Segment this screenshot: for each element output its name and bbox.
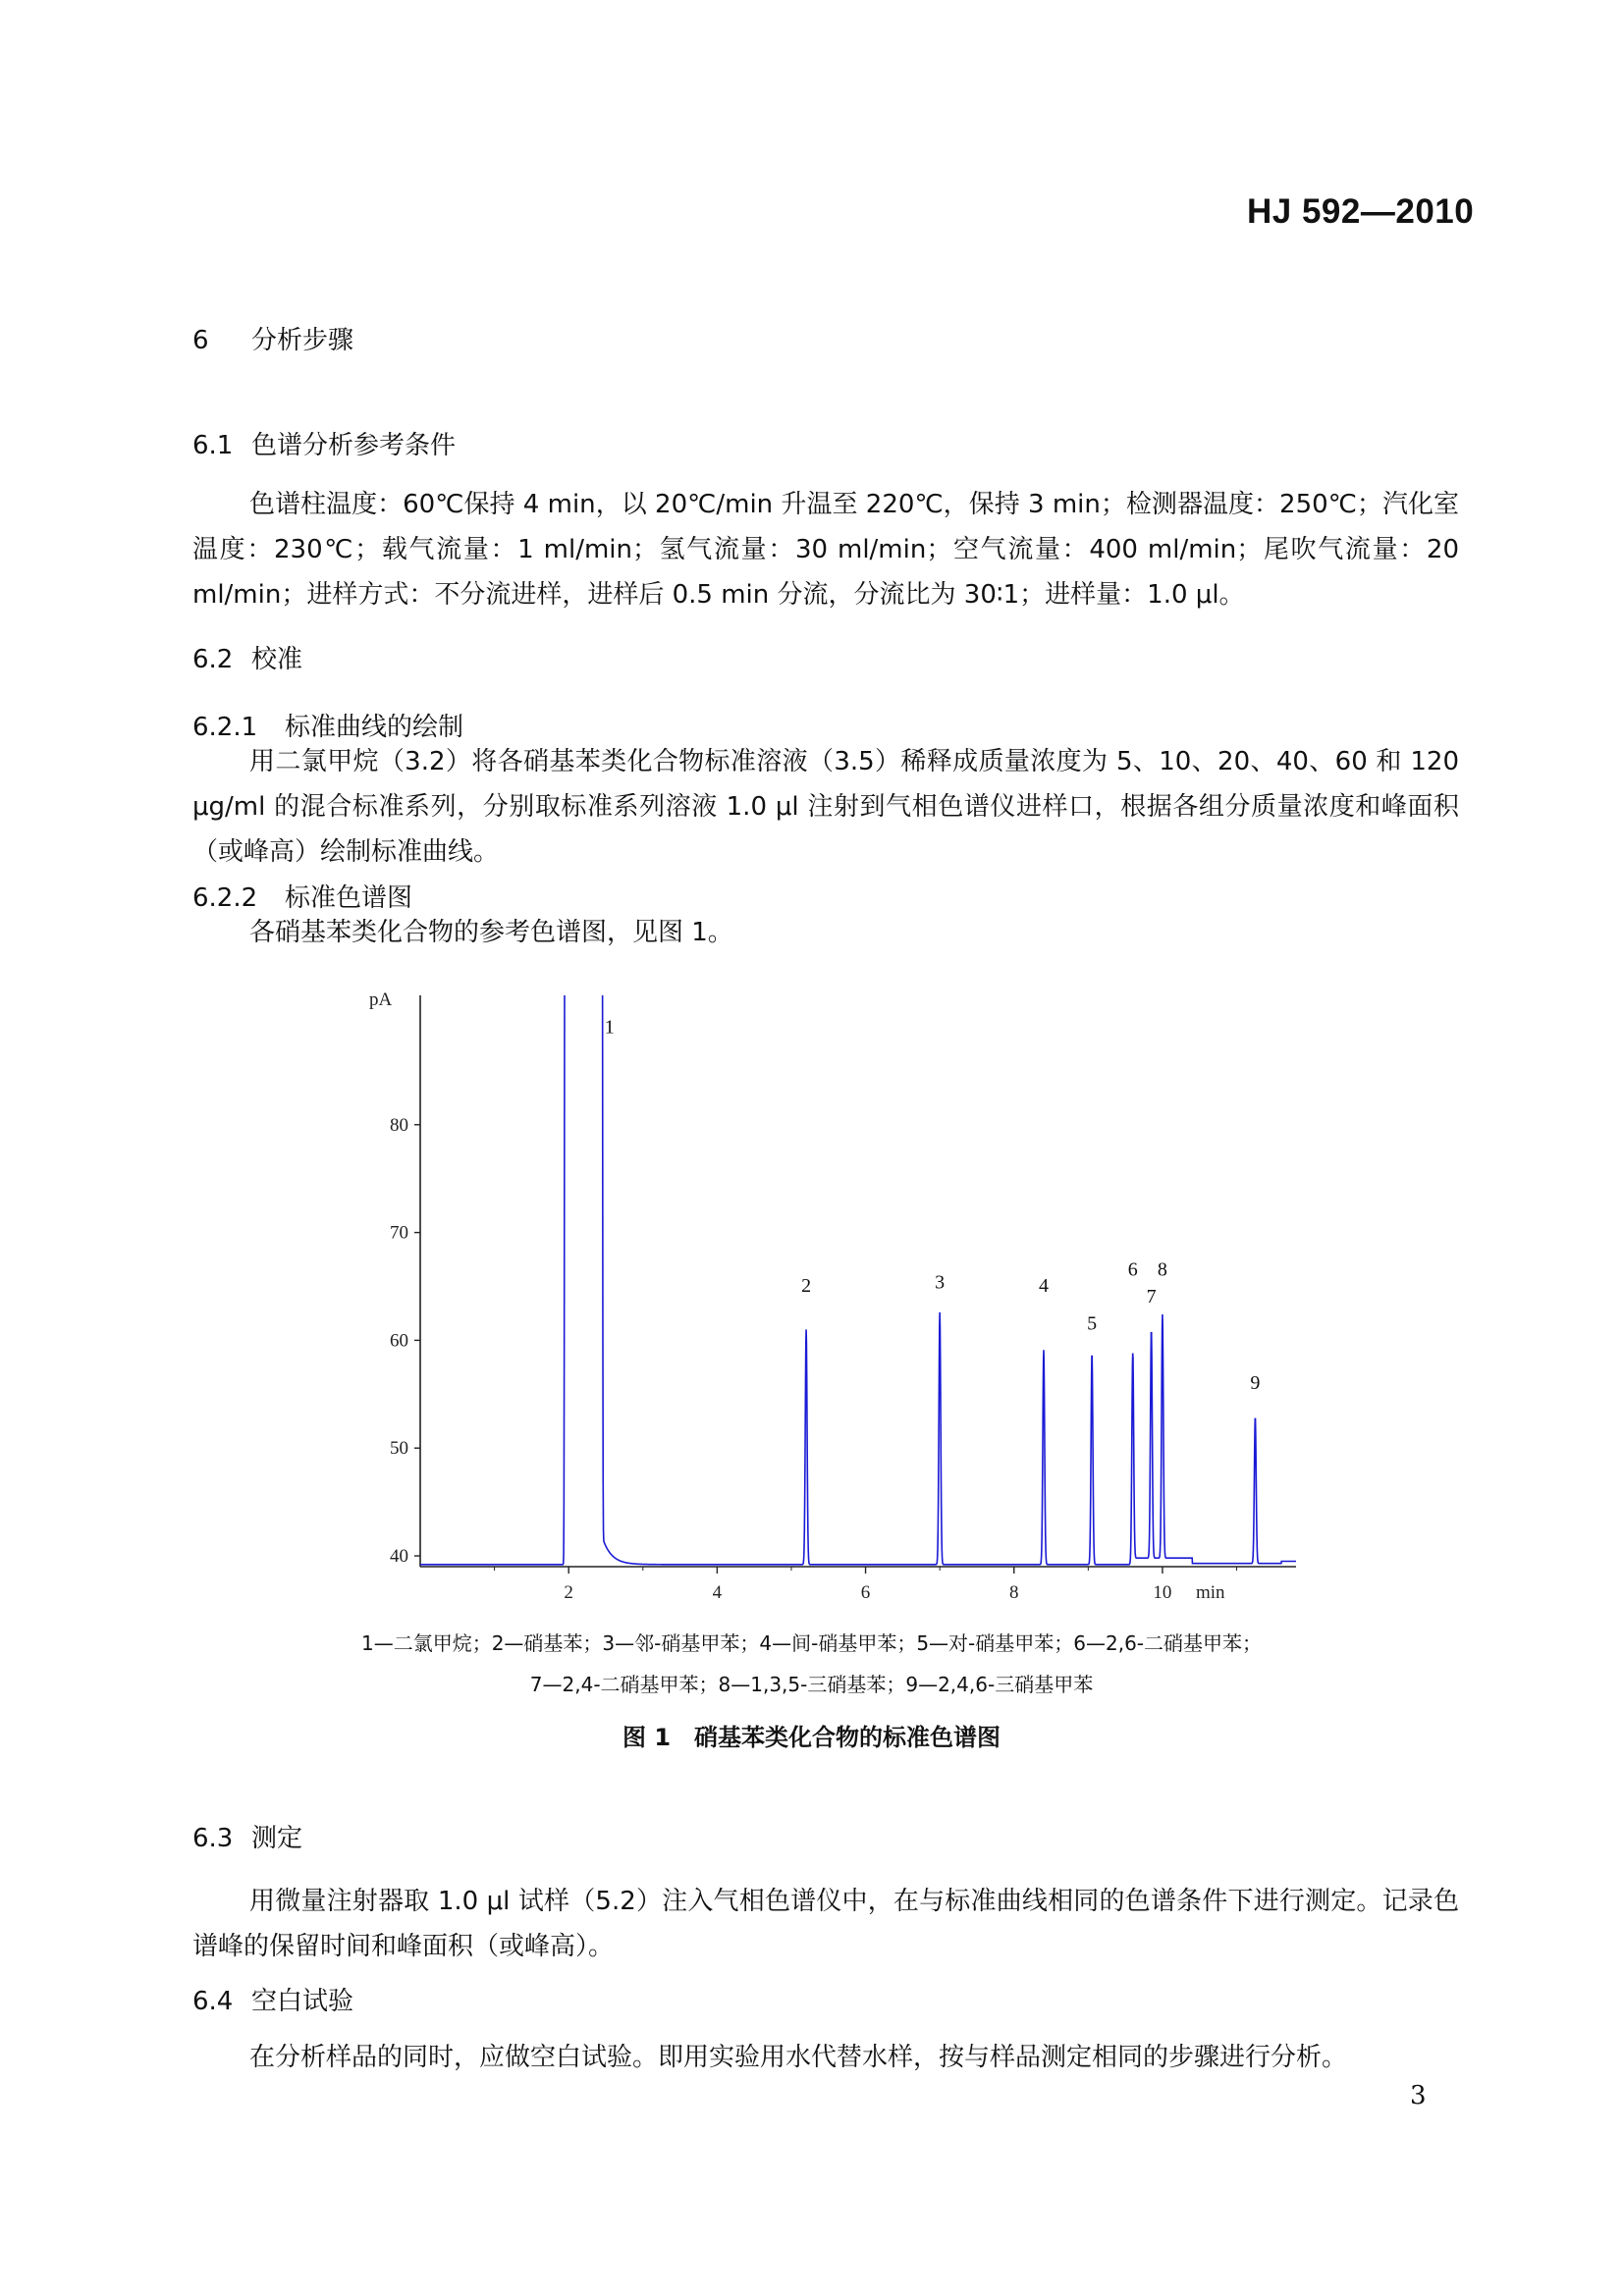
figure-legend-line-2: 7—2,4-二硝基甲苯；8—1,3,5-三硝基苯；9—2,4,6-三硝基甲苯 <box>529 1673 1094 1696</box>
x-tick-label: 8 <box>1008 1582 1019 1603</box>
section-title: 标准曲线的绘制 <box>285 713 464 742</box>
y-tick-label: 70 <box>390 1222 408 1244</box>
peak-label-1: 1 <box>604 1016 615 1039</box>
section-title: 色谱分析参考条件 <box>251 431 457 460</box>
section-number: 6.4 <box>192 1987 234 2016</box>
peak-label-8: 8 <box>1157 1258 1167 1281</box>
section-6-4-heading <box>192 1981 353 2017</box>
x-tick-label: 6 <box>860 1582 871 1603</box>
peak-label-2: 2 <box>801 1274 812 1297</box>
section-6-heading <box>192 320 353 356</box>
peak-label-3: 3 <box>935 1271 946 1294</box>
section-number: 6.1 <box>192 431 234 460</box>
section-number: 6.2 <box>192 645 234 674</box>
section-number: 6.2.2 <box>192 883 258 913</box>
section-6-3-paragraph: 用微量注射器取 1.0 μl 试样（5.2）注入气相色谱仪中，在与标准曲线相同的色谱条件下进行测定。记录色谱峰的保留时间和峰面积（或峰高）。 <box>192 1887 1459 1961</box>
peak-label-6: 6 <box>1127 1258 1138 1281</box>
section-title: 空白试验 <box>251 1987 354 2016</box>
section-title: 测定 <box>251 1824 303 1853</box>
section-6-2-1-paragraph: 用二氯甲烷（3.2）将各硝基苯类化合物标准溶液（3.5）稀释成质量浓度为 5、10、20、40、60 和 120 μg/ml 的混合标准系列，分别取标准系列溶液 1.0 μl 注射到气相色谱仪进样口，根据各组分质量浓度和峰面积（或峰高）绘制标准曲线。 <box>192 747 1459 867</box>
section-6-3-heading <box>192 1818 302 1854</box>
section-6-2-1-heading <box>192 707 463 743</box>
section-title: 标准色谱图 <box>285 883 413 913</box>
section-6-2-2-heading <box>192 878 412 914</box>
x-tick-label: 2 <box>564 1582 573 1603</box>
section-6-2-2-paragraph: 各硝基苯类化合物的参考色谱图，见图 1。 <box>249 918 733 947</box>
section-6-1-paragraph: 色谱柱温度：60℃保持 4 min，以 20℃/min 升温至 220℃，保持 3 min；检测器温度：250℃；汽化室温度：230℃；载气流量：1 ml/min；氢气流量：30 ml/min；空气流量：400 ml/min；尾吹气流量：20 ml/min；进样方式：不分流进样，进样后 0.5 min 分流，分流比为 30∶1；进样量：1.0 μl。 <box>192 490 1459 610</box>
peak-label-7: 7 <box>1146 1285 1157 1308</box>
page-number: 3 <box>1410 2081 1427 2110</box>
x-tick-label: 4 <box>712 1582 723 1603</box>
y-tick-label: 50 <box>390 1438 408 1460</box>
section-6-2-heading <box>192 639 302 675</box>
x-tick-label: 10 <box>1153 1582 1172 1603</box>
section-title: 分析步骤 <box>251 326 354 355</box>
section-6-1-heading <box>192 425 456 461</box>
figure-legend-line-1: 1—二氯甲烷；2—硝基苯；3—邻-硝基甲苯；4—间-硝基甲苯；5—对-硝基甲苯；6—2,6-二硝基甲苯； <box>360 1631 1263 1655</box>
section-title: 校准 <box>251 645 303 674</box>
y-tick-label: 80 <box>390 1114 408 1136</box>
peak-label-9: 9 <box>1250 1371 1261 1394</box>
section-number: 6.2.1 <box>192 713 258 742</box>
peak-label-4: 4 <box>1038 1274 1049 1297</box>
y-tick-label: 60 <box>390 1330 408 1352</box>
y-axis-label: pA <box>369 989 393 1010</box>
peak-label-5: 5 <box>1087 1312 1098 1335</box>
section-number: 6 <box>192 326 209 355</box>
section-6-4-paragraph: 在分析样品的同时，应做空白试验。即用实验用水代替水样，按与样品测定相同的步骤进行分析。 <box>249 2043 1348 2072</box>
chromatogram-chart <box>353 982 1316 1629</box>
x-axis-label: min <box>1195 1582 1225 1603</box>
figure-caption: 图 1 硝基苯类化合物的标准色谱图 <box>622 1724 1001 1751</box>
section-number: 6.3 <box>192 1824 234 1853</box>
y-tick-label: 40 <box>390 1546 408 1568</box>
document-code: HJ 592—2010 <box>1247 192 1475 231</box>
